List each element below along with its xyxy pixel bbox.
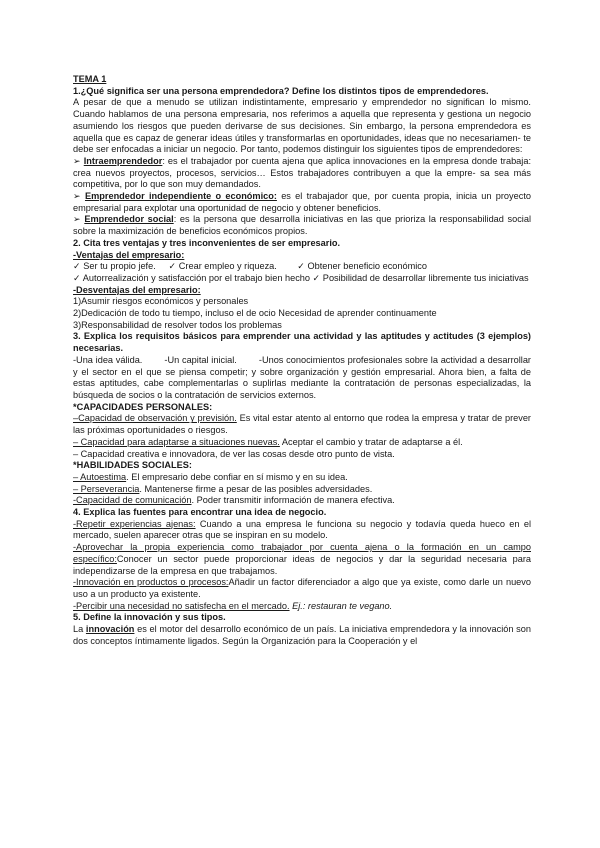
- term: -Percibir una necesidad no satisfecha en el mercado.: [73, 600, 290, 611]
- question-2: 2. Cita tres ventajas y tres inconvenientes de ser empresario.: [73, 237, 341, 248]
- capacidades-title: *CAPACIDADES PERSONALES:: [73, 401, 213, 412]
- example: Ej.: restauran te vegano.: [289, 600, 393, 611]
- definition: es el trabajador que, por cuenta propia, inicia un proyecto empresarial para explotar una oportunidad de negocio y obtener beneficios.: [73, 191, 531, 213]
- term: -Innovación en productos o procesos:: [73, 577, 229, 588]
- desventaja-item: 1)Asumir riesgos económicos y personales: [73, 296, 249, 307]
- type-intraemprendedor: [73, 156, 531, 191]
- definition: . Mantenerse firme a pesar de las posibles adversidades.: [139, 483, 373, 494]
- term: –Capacidad de observación y previsión.: [73, 413, 237, 424]
- term: – Capacidad para adaptarse a situaciones nuevas.: [73, 436, 280, 447]
- term: -Repetir experiencias ajenas:: [73, 518, 196, 529]
- arrow-icon: ➢: [73, 155, 81, 166]
- ventajas-title: -Ventajas del empresario:: [73, 249, 185, 260]
- term: Intraemprendedor: [83, 155, 163, 166]
- term: innovación: [85, 624, 135, 635]
- term: -Aprovechar la propia experiencia como trabajador por cuenta ajena o la formación en un campo específico:: [73, 542, 531, 564]
- capacidad-item: [73, 437, 531, 449]
- capacidad-item: [73, 413, 531, 436]
- fuente-item: [73, 519, 531, 542]
- section-title: TEMA 1: [73, 74, 107, 84]
- question-5: 5. Define la innovación y sus tipos.: [73, 612, 226, 623]
- fuente-item: [73, 577, 531, 600]
- definition: Es vital estar atento al entorno que rodea la empresa y tratar de prever las próximas oportunidades o riesgos.: [73, 413, 531, 436]
- capacidad-item: [73, 449, 531, 461]
- definition: es el motor del desarrollo económico de un país. La iniciativa emprendedora y la innovación son dos conceptos íntimamente ligados. Según la Organización para la Cooperación y el: [73, 624, 531, 646]
- habilidad-item: [73, 484, 531, 496]
- term: – Autoestima: [73, 471, 127, 482]
- term: – Perseverancia: [73, 483, 140, 494]
- document-page: [73, 74, 534, 647]
- term: -Capacidad de comunicación: [73, 495, 192, 506]
- definition: – Capacidad creativa e innovadora, de ver las cosas desde otro punto de vista.: [73, 448, 395, 459]
- q1-intro: A pesar de que a menudo se utilizan indistintamente, empresario y emprendedor no significan lo mismo. Cuando hablamos de una persona empresaria, nos referimos a aquella que representa y gestiona un negocio asumiendo los riesgos que pueden derivarse de sus decisiones. Sin embargo, la persona emprendedora es aquella que es capaz de generar ideas útiles y transformarlas en oportunidades, ideas que no necesariamen- te debe ser enfocadas a iniciar un negocio. Por tanto, podemos distinguir los siguientes tipos de emprendedores:: [73, 97, 531, 155]
- definition: : es la persona que desarrolla iniciativas en las que prioriza la responsabilidad social sobre la maximización de beneficios económicos propios.: [73, 214, 531, 237]
- definition: Aceptar el cambio y tratar de adaptarse a él.: [279, 436, 463, 447]
- habilidad-item: [73, 472, 531, 484]
- q5-text: [73, 624, 531, 647]
- desventajas-title: -Desventajas del empresario:: [73, 284, 201, 295]
- definition: . El empresario debe confiar en sí mismo y en su idea.: [126, 471, 348, 482]
- ventajas-line-2: ✓ Autorrealización y satisfacción por el trabajo bien hecho ✓ Posibilidad de desarrollar libremente tus iniciativas: [73, 272, 529, 283]
- definition: . Poder transmitir información de manera efectiva.: [191, 495, 395, 506]
- term: Emprendedor independiente o económico:: [84, 191, 277, 202]
- arrow-icon: ➢: [73, 214, 81, 225]
- ventajas-line-1: ✓ Ser tu propio jefe. ✓ Crear empleo y riqueza. ✓ Obtener beneficio económico: [73, 261, 428, 272]
- habilidad-item: [73, 495, 531, 507]
- term: Emprendedor social: [84, 214, 174, 225]
- desventaja-item: 3)Responsabilidad de resolver todos los problemas: [73, 319, 282, 330]
- prefix: La: [73, 624, 86, 635]
- arrow-icon: ➢: [73, 191, 81, 202]
- desventaja-item: 2)Dedicación de todo tu tiempo, incluso el de ocio Necesidad de aprender continuamente: [73, 308, 437, 319]
- requisitos: -Una idea válida. -Un capital inicial. -Unos conocimientos profesionales sobre la actividad a desarrollar y el sector en el que se piensa competir; y sobre organización y gestión empresarial. Ahora bien, a falta de estas aptitudes, cabe complementarlas o suplirlas mediante la contratación de personas especializadas, la búsqueda de socios o la contratación de servicios externos.: [73, 354, 534, 400]
- fuente-item: [73, 542, 531, 577]
- fuente-item: [73, 601, 531, 613]
- definition: Conocer un sector puede proporcionar ideas de negocios y dar la seguridad necesaria para independizarse de la empresa en que trabajamos.: [73, 553, 531, 576]
- definition: Cuando a una empresa le funciona su negocio y todavía queda hueco en el mercado, suelen aparecer otras que se inspiran en su modelo.: [73, 518, 531, 541]
- definition: : es el trabajador por cuenta ajena que aplica innovaciones en la empresa donde trabaja: crea nuevos proyectos, procesos, servicios… Estos trabajadores contribuyen a que la empre- sa sea más competitiva, por lo que son muy demandados.: [73, 155, 531, 190]
- question-3: 3. Explica los requisitos básicos para emprender una actividad y las aptitudes y actitudes (3 ejemplos) necesarias.: [73, 331, 531, 354]
- definition: Añadir un factor diferenciador a algo que ya existe, como darle un nuevo uso a un producto ya existente.: [73, 577, 531, 599]
- type-social: [73, 214, 531, 237]
- question-1: 1.¿Qué significa ser una persona emprendedora? Define los distintos tipos de emprendedores.: [73, 85, 489, 96]
- habilidades-title: *HABILIDADES SOCIALES:: [73, 460, 192, 471]
- type-independiente: [73, 191, 531, 214]
- question-4: 4. Explica las fuentes para encontrar una idea de negocio.: [73, 507, 327, 518]
